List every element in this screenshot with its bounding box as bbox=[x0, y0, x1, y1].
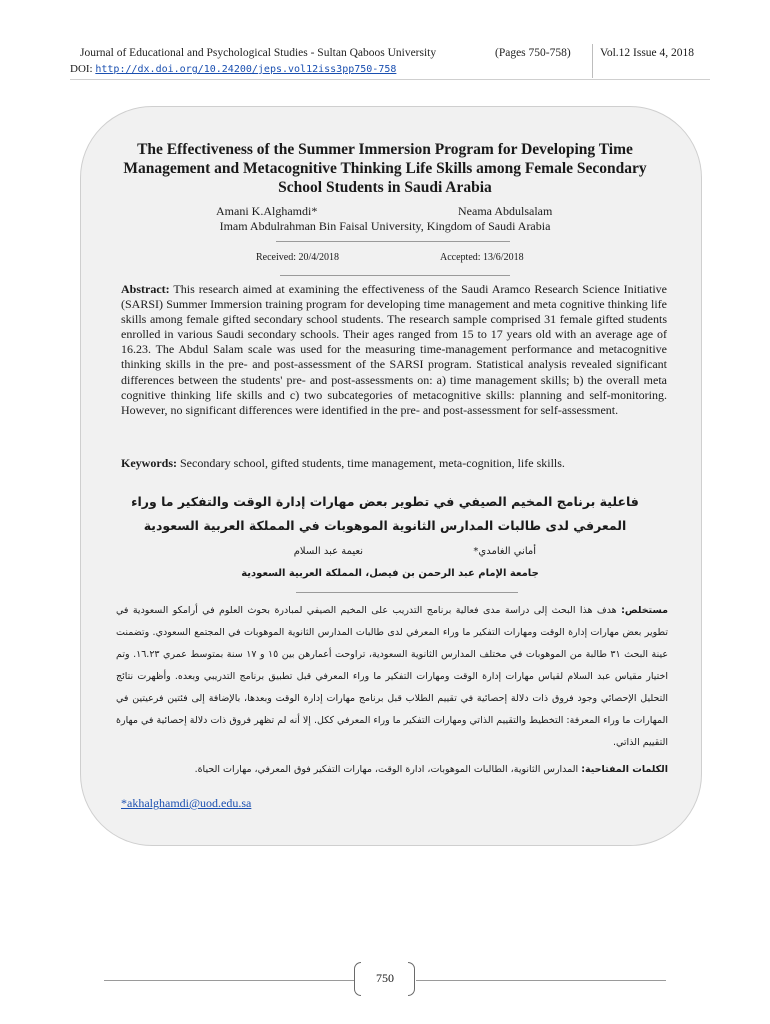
author-2: Neama Abdulsalam bbox=[458, 204, 553, 218]
article-title: The Effectiveness of the Summer Immersion Program for Developing Time Management and Metacognitive Thinking Life Skills among Female Secondary School Students in Saudi Arabia bbox=[123, 141, 647, 196]
accepted-date: Accepted: 13/6/2018 bbox=[440, 252, 524, 263]
divider-rule bbox=[276, 241, 510, 242]
email-link[interactable]: *akhalghamdi@uod.edu.sa bbox=[121, 796, 252, 810]
arabic-keywords-text: المدارس الثانوية، الطالبات الموهوبات، ادارة الوقت، مهارات التفكير فوق المعرفي، مهارات الحياة. bbox=[194, 764, 582, 775]
abstract bbox=[121, 282, 667, 418]
page-number: 750 bbox=[376, 971, 394, 985]
arabic-abstract-label: مستخلص: bbox=[621, 605, 668, 616]
volume-issue: Vol.12 Issue 4, 2018 bbox=[600, 47, 695, 59]
affiliation: Imam Abdulrahman Bin Faisal University, Kingdom of Saudi Arabia bbox=[219, 219, 551, 233]
doi-label: DOI: bbox=[70, 63, 93, 75]
divider-rule bbox=[296, 592, 518, 593]
arabic-author-2: نعيمة عبد السلام bbox=[293, 546, 363, 557]
author-1: Amani K.Alghamdi* bbox=[216, 204, 318, 218]
abstract-text: This research aimed at examining the effectiveness of the Saudi Aramco Research Science Initiative (SARSI) Summer Immersion training program for developing time management and meta cognitive thinking life skills among female gifted secondary school students. The research sample comprised 31 female gifted students enrolled in various Saudi secondary schools. Their ages ranged from 15 to 17 years old with an average age of 16.23. The Abdul Salam scale was used for the measuring time-management performance and metacognitive thinking skills in the pre- and post-assessment of the SARSI program. Statistical analysis revealed significant differences between the students' pre- and post-assessments on: a) time management skills; b) the overall meta cognitive thinking life skills and c) two subcategories of metacognitive skills: planning and self-monitoring. However, no significant differences were identified in the pre- and post-assessment for self-assessment. bbox=[121, 282, 667, 417]
page-bracket-left bbox=[354, 962, 361, 996]
arabic-title: فاعلية برنامج المخيم الصيفي في تطوير بعض مهارات إدارة الوقت والتفكير ما وراء المعرفي لدى طالبات المدارس الثانوية الموهوبات في المملكة العربية السعودية bbox=[131, 494, 639, 533]
arabic-affiliation: جامعة الإمام عبد الرحمن بن فيصل، المملكة العربية السعودية bbox=[241, 568, 539, 579]
received-date: Received: 20/4/2018 bbox=[256, 252, 340, 263]
page-header bbox=[0, 0, 770, 80]
footer-rule-left bbox=[104, 980, 354, 981]
doi-line bbox=[70, 63, 396, 75]
divider-rule bbox=[280, 275, 510, 276]
arabic-author-1: أماني الغامدي* bbox=[473, 546, 536, 557]
page-bracket-right bbox=[408, 962, 415, 996]
arabic-keywords-label: الكلمات المفتاحية: bbox=[581, 764, 668, 775]
keywords-text: Secondary school, gifted students, time management, meta-cognition, life skills. bbox=[177, 456, 565, 470]
keywords-label: Keywords: bbox=[121, 456, 177, 470]
arabic-keywords bbox=[116, 764, 668, 775]
header-rule bbox=[70, 79, 710, 80]
journal-name bbox=[80, 47, 571, 59]
arabic-abstract-text: هدف هذا البحث إلى دراسة مدى فعالية برنامج التدريب على المخيم الصيفي لمبادرة بحوث العلوم في أرامكو السعودية في تطوير بعض مهارات إدارة الوقت ومهارات التفكير ما وراء المعرفي لدى طالبات المدارس الثانوية الموهوبات في المجتمع السعودي. وتضمنت عينة البحث ٣١ طالبة من الموهوبات في مختلف المدارس الثانوية السعودية، تراوحت أعمارهن بين ١٥ و ١٧ سنة بمتوسط عمري ١٦.٢٣. وتم اختيار مقياس عبد السلام لقياس مهارات إدارة الوقت ومهارات التفكير ما وراء المعرفي قبل تطبيق برنامج التدريبي وبعده. وأظهرت نتائج التحليل الإحصائي وجود فروق ذات دلالة إحصائية في تقييم الطلاب قبل برنامج مهارات إدارة الوقت وبعدها، بالإضافة إلى فئتين فرعيتين في المهارات ما وراء المعرفة: التخطيط والتقييم الذاتي ومهارات التفكير ما وراء المعرفي ككل. إلا أنه لم تظهر فروق ذات دلالة إحصائية في مهارة التقييم الذاتي. bbox=[116, 605, 668, 748]
doi-link[interactable]: http://dx.doi.org/10.24200/jeps.vol12iss3pp750-758 bbox=[95, 64, 397, 75]
keywords bbox=[121, 456, 667, 471]
journal-title: Journal of Educational and Psychological Studies - Sultan Qaboos University bbox=[80, 47, 437, 59]
page-range: (Pages 750-758) bbox=[495, 47, 571, 59]
header-divider bbox=[592, 44, 593, 78]
arabic-abstract bbox=[116, 600, 668, 754]
abstract-label: Abstract: bbox=[121, 282, 170, 296]
corresponding-email bbox=[121, 796, 251, 811]
footer-rule-right bbox=[416, 980, 666, 981]
